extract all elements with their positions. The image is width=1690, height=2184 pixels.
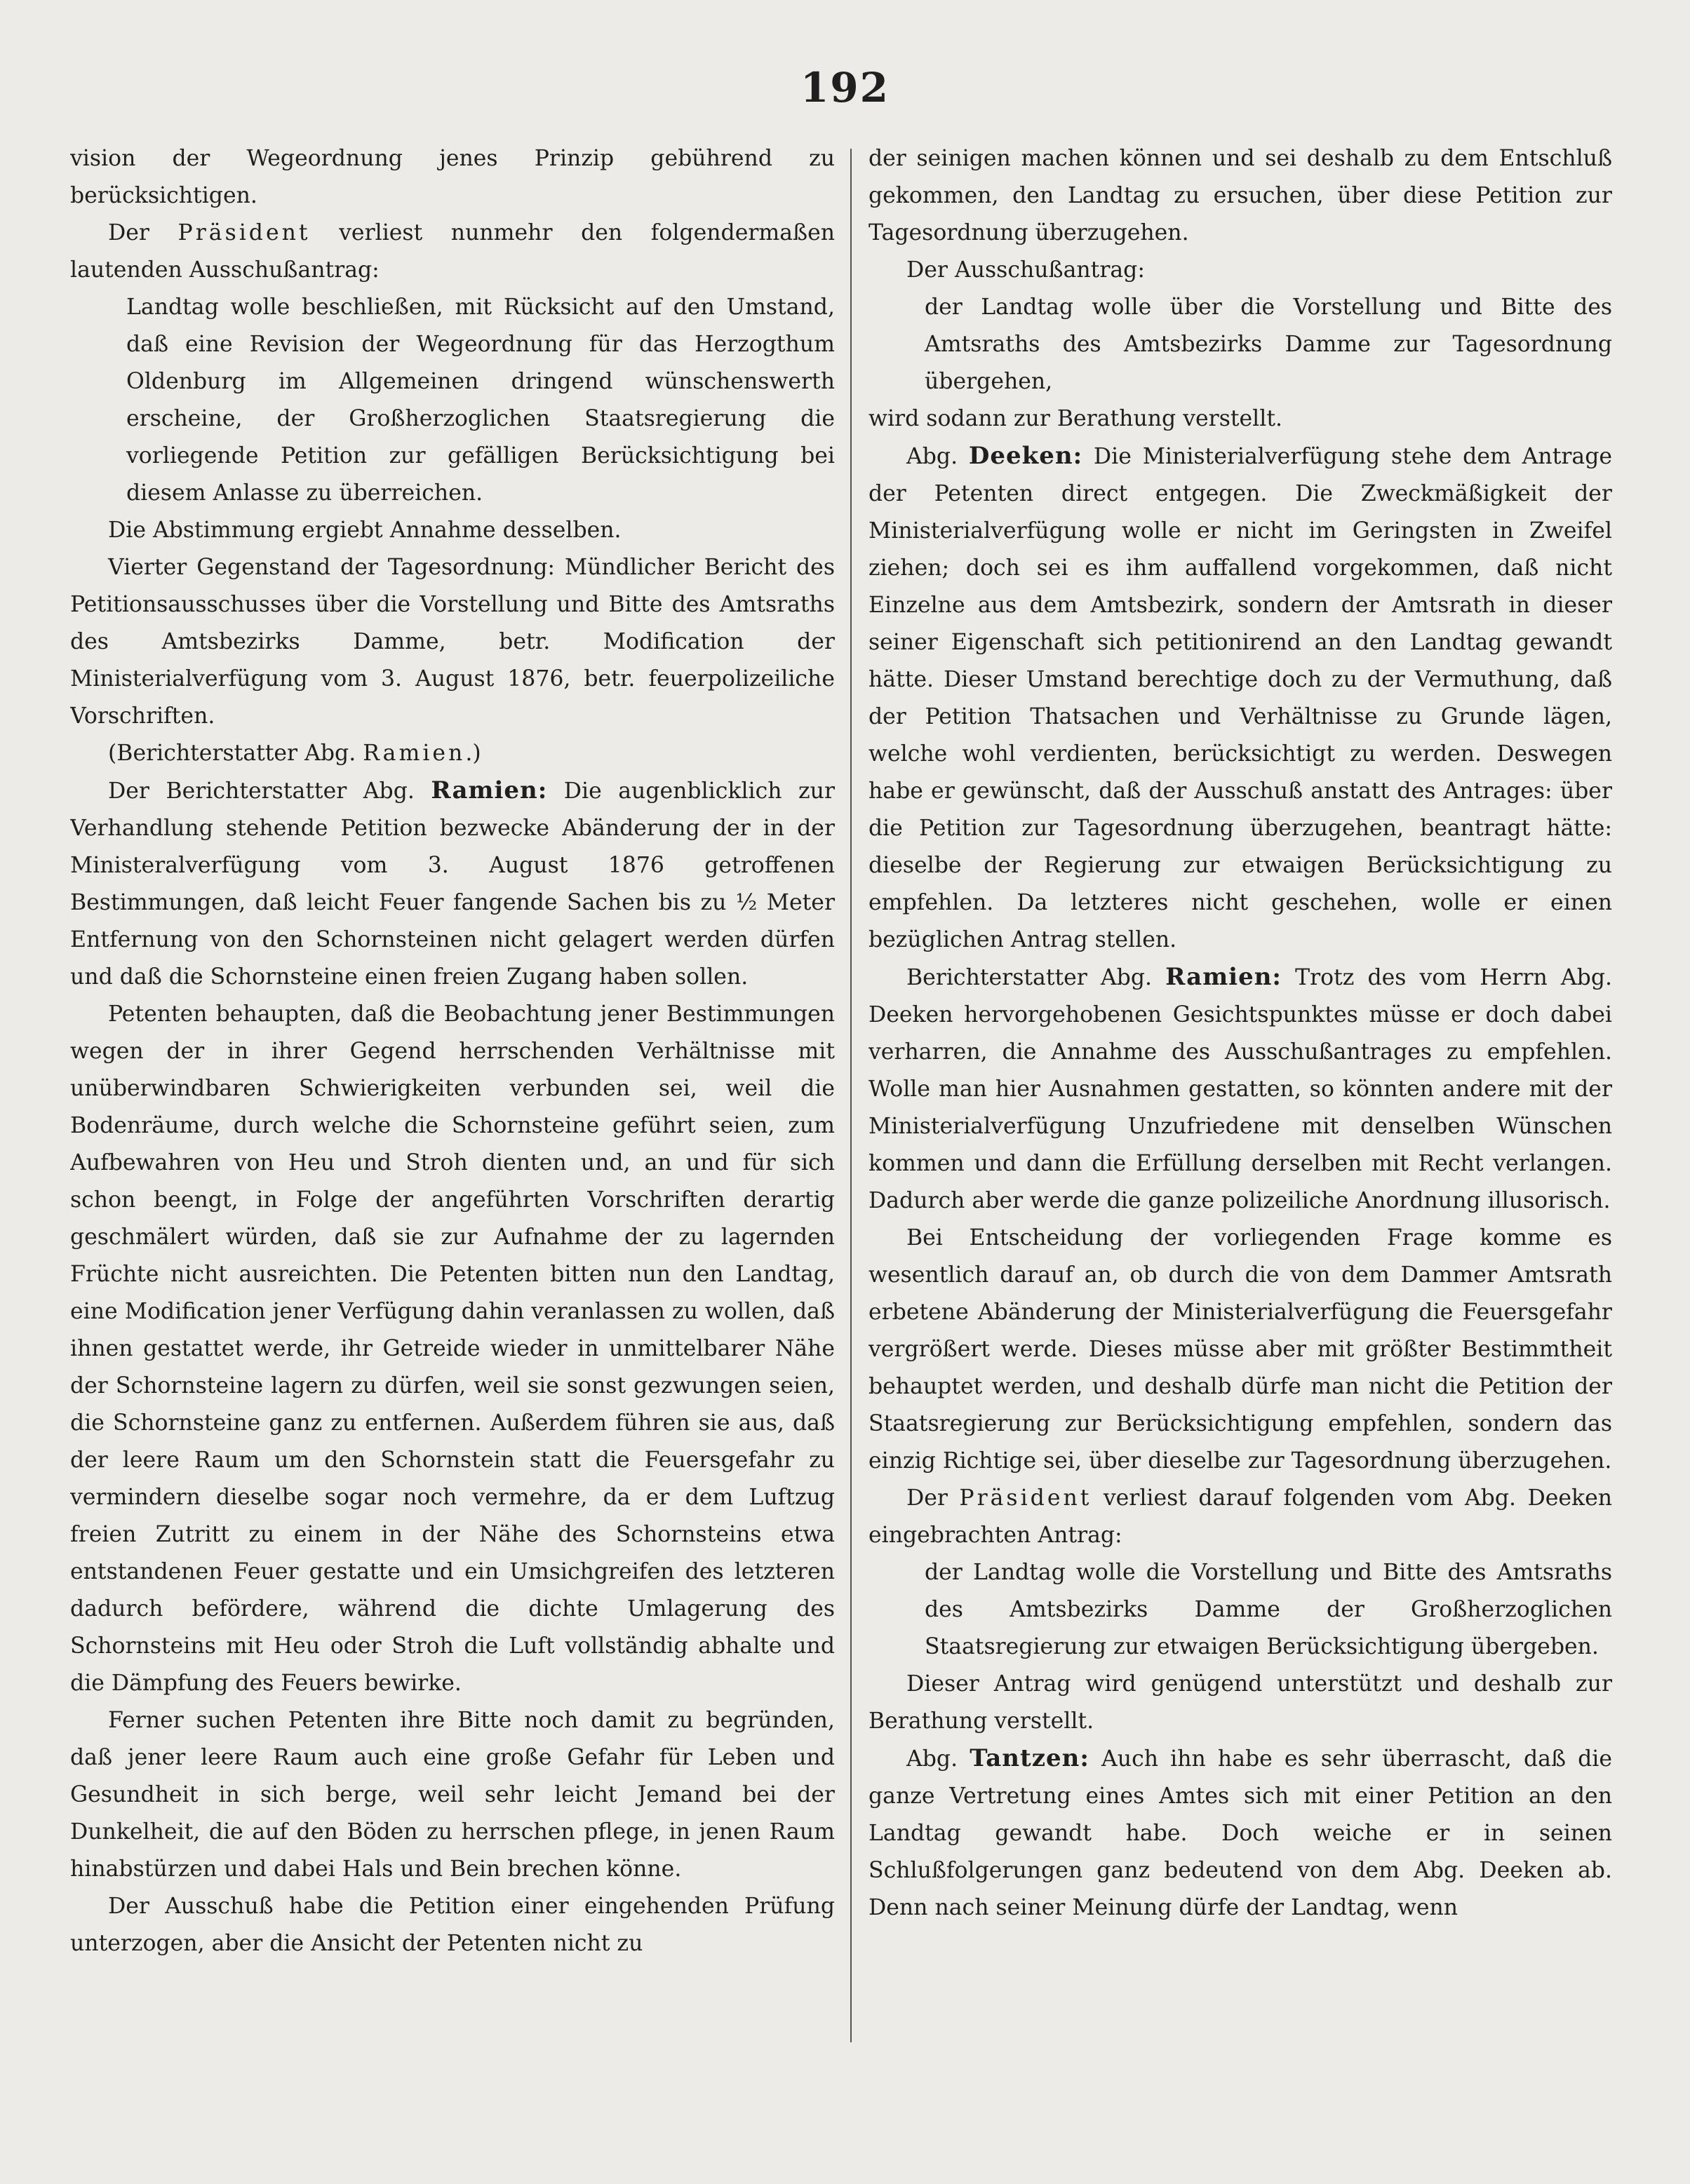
paragraph-lead: Der (906, 1485, 960, 1511)
paragraph (869, 1480, 1612, 1554)
paragraph: Dieser Antrag wird genügend unterstützt und deshalb zur Berathung verstellt. (869, 1671, 1612, 1734)
motion-quote: der Landtag wolle über die Vorstellung und Bitte des Amtsraths des Amtsbezirks Damme zur Tagesordnung übergehen, (925, 295, 1612, 394)
speaker-name: Deeken: (968, 442, 1083, 470)
paragraph: Die Abstimmung ergiebt Annahme desselben. (108, 518, 622, 543)
paragraph (869, 1740, 1612, 1927)
left-column (70, 140, 835, 2146)
paragraph: Bei Entscheidung der vorliegenden Frage komme es wesentlich darauf an, ob durch die von dem Dammer Amtsrath erbetene Abänderung der Ministerialverfügung die Feuersgefahr vergrößert werde. Dieses müsse aber mit größter Bestimmtheit behauptet werden, und deshalb dürfe man nicht die Petition der Staatsregierung zur Berücksichtigung empfehlen, sondern das einzig Richtige sei, über dieselbe zur Tagesordnung überzugehen. (869, 1225, 1612, 1474)
paragraph: Der Ausschuß habe die Petition einer eingehenden Prüfung unterzogen, aber die Ansicht der Petenten nicht zu (70, 1894, 835, 1956)
speaker-name: Ramien: (1165, 963, 1282, 991)
speaker-name: Tantzen: (970, 1744, 1089, 1772)
paragraph: Der Ausschußantrag: (906, 257, 1145, 283)
paragraph-lead: Abg. (906, 1746, 970, 1772)
paragraph-body: Trotz des vom Herrn Abg. Deeken hervorgehobenen Gesichtspunktes müsse er doch dabei verharren, die Annahme des Ausschußantrages zu empfehlen. Wolle man hier Ausnahmen gestatten, so könnten andere mit der Ministerialverfügung Unzufriedene mit denselben Wünschen kommen und dann die Erfüllung derselben mit Recht verlangen. Dadurch aber werde die ganze polizeiliche Anordnung illusorisch. (869, 965, 1612, 1213)
paragraph: Petenten behaupten, daß die Beobachtung jener Bestimmungen wegen der in ihrer Gegend herrschenden Verhältnisse mit unüberwindbaren Schwierigkeiten verbunden sei, weil die Bodenräume, durch welche die Schornsteine geführt seien, zum Aufbewahren von Heu und Stroh dienten und, an und für sich schon beengt, in Folge der angeführten Vorschriften derartig geschmälert würden, daß sie zur Aufnahme der zu lagernden Früchte nicht ausreichten. Die Petenten bitten nun den Landtag, eine Modification jener Verfügung dahin veranlassen zu wollen, daß ihnen gestattet werde, ihr Getreide wieder in unmittelbarer Nähe der Schornsteine lagern zu dürfen, weil sie sonst gezwungen seien, die Schornsteine ganz zu entfernen. Außerdem führen sie aus, daß der leere Raum um den Schornstein statt die Feuersgefahr zu vermindern dieselbe sogar noch vermehre, da er dem Luftzug freien Zutritt zu einem in der Nähe des Schornsteins etwa entstandenen Feuer gestatte und ein Umsichgreifen des letzteren dadurch befördere, während die dichte Umlagerung des Schornsteins mit Heu oder Stroh die Luft vollständig abhalte und die Dämpfung des Feuers bewirke. (70, 1002, 835, 1696)
motion-quote: der Landtag wolle die Vorstellung und Bitte des Amtsraths des Amtsbezirks Damme der Großherzoglichen Staatsregierung zur etwaigen Berücksichtigung übergeben. (925, 1560, 1612, 1659)
paragraph: vision der Wegeordnung jenes Prinzip gebührend zu berücksichtigen. (70, 146, 835, 208)
paragraph-body: Die Ministerialverfügung stehe dem Antrage der Petenten direct entgegen. Die Zweckmäßigkeit der Ministerialverfügung wolle er nicht im Geringsten in Zweifel ziehen; doch sei es ihm auffallend vorgekommen, daß nicht Einzelne aus dem Amtsbezirk, sondern der Amtsrath in dieser seiner Eigenschaft sich petitionirend an den Landtag gewandt hätte. Dieser Umstand berechtige doch zu der Vermuthung, daß der Petition Thatsachen und Verhältnisse zu Grunde lägen, welche wohl verdienten, berücksichtigt zu werden. Deswegen habe er gewünscht, daß der Ausschuß anstatt des Antrages: über die Petition zur Tagesordnung überzugehen, beantragt hätte: dieselbe der Regierung zur etwaigen Berücksichtigung zu empfehlen. Da letzteres nicht geschehen, wolle er einen bezüglichen Antrag stellen. (869, 444, 1612, 952)
paragraph-lead: Berichterstatter Abg. (906, 965, 1166, 990)
page-number: 192 (800, 64, 890, 112)
paragraph-body: verliest nunmehr den folgendermaßen lautenden Ausschußantrag: (70, 220, 835, 283)
paragraph: wird sodann zur Berathung verstellt. (869, 406, 1282, 431)
speaker-name: Präsident (959, 1485, 1092, 1511)
speaker-name: Ramien (363, 741, 466, 766)
paragraph (869, 438, 1612, 959)
paragraph (70, 215, 835, 289)
paragraph-lead: Der Berichterstatter Abg. (108, 778, 431, 804)
paragraph-body: verliest darauf folgenden vom Abg. Deeken eingebrachten Antrag: (869, 1485, 1612, 1548)
paragraph-lead: Abg. (906, 444, 969, 469)
paragraph-lead: Der (108, 220, 178, 245)
paragraph-lead: (Berichterstatter Abg. (108, 741, 363, 766)
right-column (869, 140, 1612, 2146)
paragraph: der seinigen machen können und sei deshalb zu dem Entschluß gekommen, den Landtag zu ersuchen, über diese Petition zur Tagesordnung überzugehen. (869, 146, 1612, 245)
paragraph (70, 772, 835, 996)
column-divider (850, 149, 852, 2042)
paragraph-body: Die augenblicklich zur Verhandlung stehende Petition bezwecke Abänderung der in der Ministeralverfügung vom 3. August 1876 getroffenen Bestimmungen, daß leicht Feuer fangende Sachen bis zu ½ Meter Entfernung von den Schornsteinen nicht gelagert werden dürfen und daß die Schornsteine einen freien Zugang haben sollen. (70, 778, 835, 990)
speaker-name: Präsident (177, 220, 311, 245)
paragraph (70, 735, 835, 772)
paragraph: Vierter Gegenstand der Tagesordnung: Mündlicher Bericht des Petitionsausschusses über die Vorstellung und Bitte des Amtsraths des Amtsbezirks Damme, betr. Modification der Ministerialverfügung vom 3. August 1876, betr. feuerpolizeiliche Vorschriften. (70, 555, 835, 729)
paragraph (869, 959, 1612, 1220)
motion-quote: Landtag wolle beschließen, mit Rücksicht auf den Umstand, daß eine Revision der Wegeordnung für das Herzogthum Oldenburg im Allgemeinen dringend wünschenswerth erscheine, der Großherzoglichen Staatsregierung die vorliegende Petition zur gefälligen Berücksichtigung bei diesem Anlasse zu überreichen. (126, 295, 835, 506)
paragraph: Ferner suchen Petenten ihre Bitte noch damit zu begründen, daß jener leere Raum auch eine große Gefahr für Leben und Gesundheit in sich berge, weil sehr leicht Jemand bei der Dunkelheit, die auf den Böden zu herrschen pflege, in jenen Raum hinabstürzen und dabei Hals und Bein brechen könne. (70, 1708, 835, 1882)
paragraph-body: .) (465, 741, 481, 766)
paragraph-body: Auch ihn habe es sehr überrascht, daß die ganze Vertretung eines Amtes sich mit einer Petition an den Landtag gewandt habe. Doch weiche er in seinen Schlußfolgerungen ganz bedeutend von dem Abg. Deeken ab. Denn nach seiner Meinung dürfe der Landtag, wenn (869, 1746, 1612, 1920)
speaker-name: Ramien: (431, 776, 548, 804)
